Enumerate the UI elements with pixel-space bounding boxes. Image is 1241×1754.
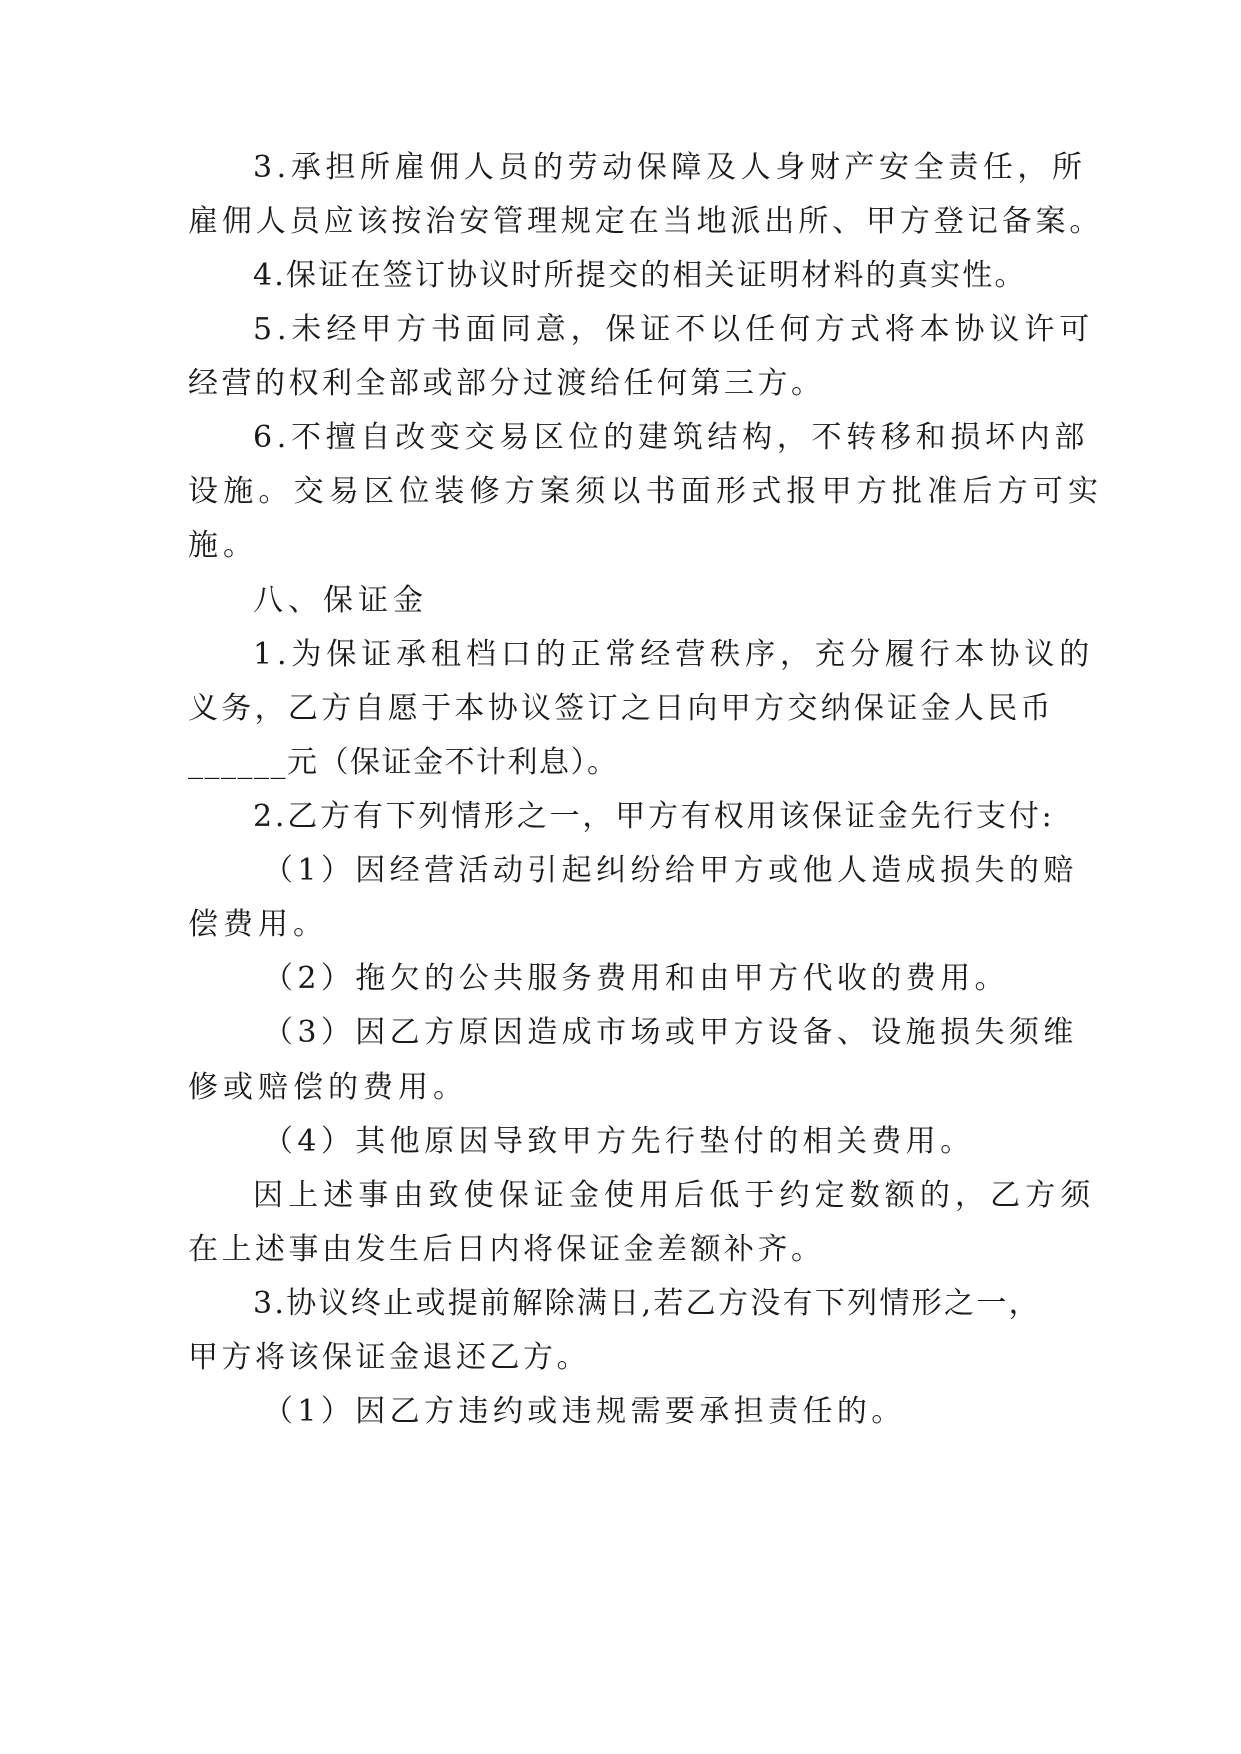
paragraph-line: 设施。交易区位装修方案须以书面形式报甲方批准后方可实 xyxy=(188,474,1104,509)
paragraph-line: （4）其他原因导致甲方先行垫付的相关费用。 xyxy=(263,1124,975,1159)
paragraph-line: 3.承担所雇佣人员的劳动保障及人身财产安全责任，所 xyxy=(253,150,1087,185)
paragraph-line: 修或赔偿的费用。 xyxy=(188,1070,468,1105)
paragraph-line: ______元（保证金不计利息）。 xyxy=(188,745,619,780)
paragraph-line: 雇佣人员应该按治安管理规定在当地派出所、甲方登记备案。 xyxy=(188,204,1104,239)
paragraph-line: 偿费用。 xyxy=(188,907,328,942)
paragraph-line: 施。 xyxy=(188,528,258,563)
paragraph-line: 义务，乙方自愿于本协议签订之日向甲方交纳保证金人民币 xyxy=(188,691,1054,726)
paragraph-line: （2）拖欠的公共服务费用和由甲方代收的费用。 xyxy=(263,961,1009,996)
paragraph-line: 1.为保证承租档口的正常经营秩序，充分履行本协议的 xyxy=(253,637,1095,672)
paragraph-line: 5.未经甲方书面同意，保证不以任何方式将本协议许可 xyxy=(253,312,1095,347)
paragraph-line: （1）因乙方违约或违规需要承担责任的。 xyxy=(263,1394,906,1429)
paragraph-line: （1）因经营活动引起纠纷给甲方或他人造成损失的赔 xyxy=(263,853,1078,888)
paragraph-line: 甲方将该保证金退还乙方。 xyxy=(188,1340,590,1375)
paragraph-line: （3）因乙方原因造成市场或甲方设备、设施损失须维 xyxy=(263,1015,1078,1050)
section-heading: 八、保证金 xyxy=(253,583,428,618)
paragraph-line: 3.协议终止或提前解除满日,若乙方没有下列情形之一， xyxy=(253,1286,1041,1321)
paragraph-line: 因上述事由致使保证金使用后低于约定数额的，乙方须 xyxy=(253,1178,1096,1213)
paragraph-line: 6.不擅自改变交易区位的建筑结构，不转移和损坏内部 xyxy=(253,420,1090,455)
paragraph-line: 2.乙方有下列情形之一，甲方有权用该保证金先行支付: xyxy=(253,799,1055,834)
paragraph-line: 在上述事由发生后日内将保证金差额补齐。 xyxy=(188,1232,825,1267)
paragraph-line: 经营的权利全部或部分过渡给任何第三方。 xyxy=(188,366,825,401)
paragraph-line: 4.保证在签订协议时所提交的相关证明材料的真实性。 xyxy=(253,258,1027,293)
